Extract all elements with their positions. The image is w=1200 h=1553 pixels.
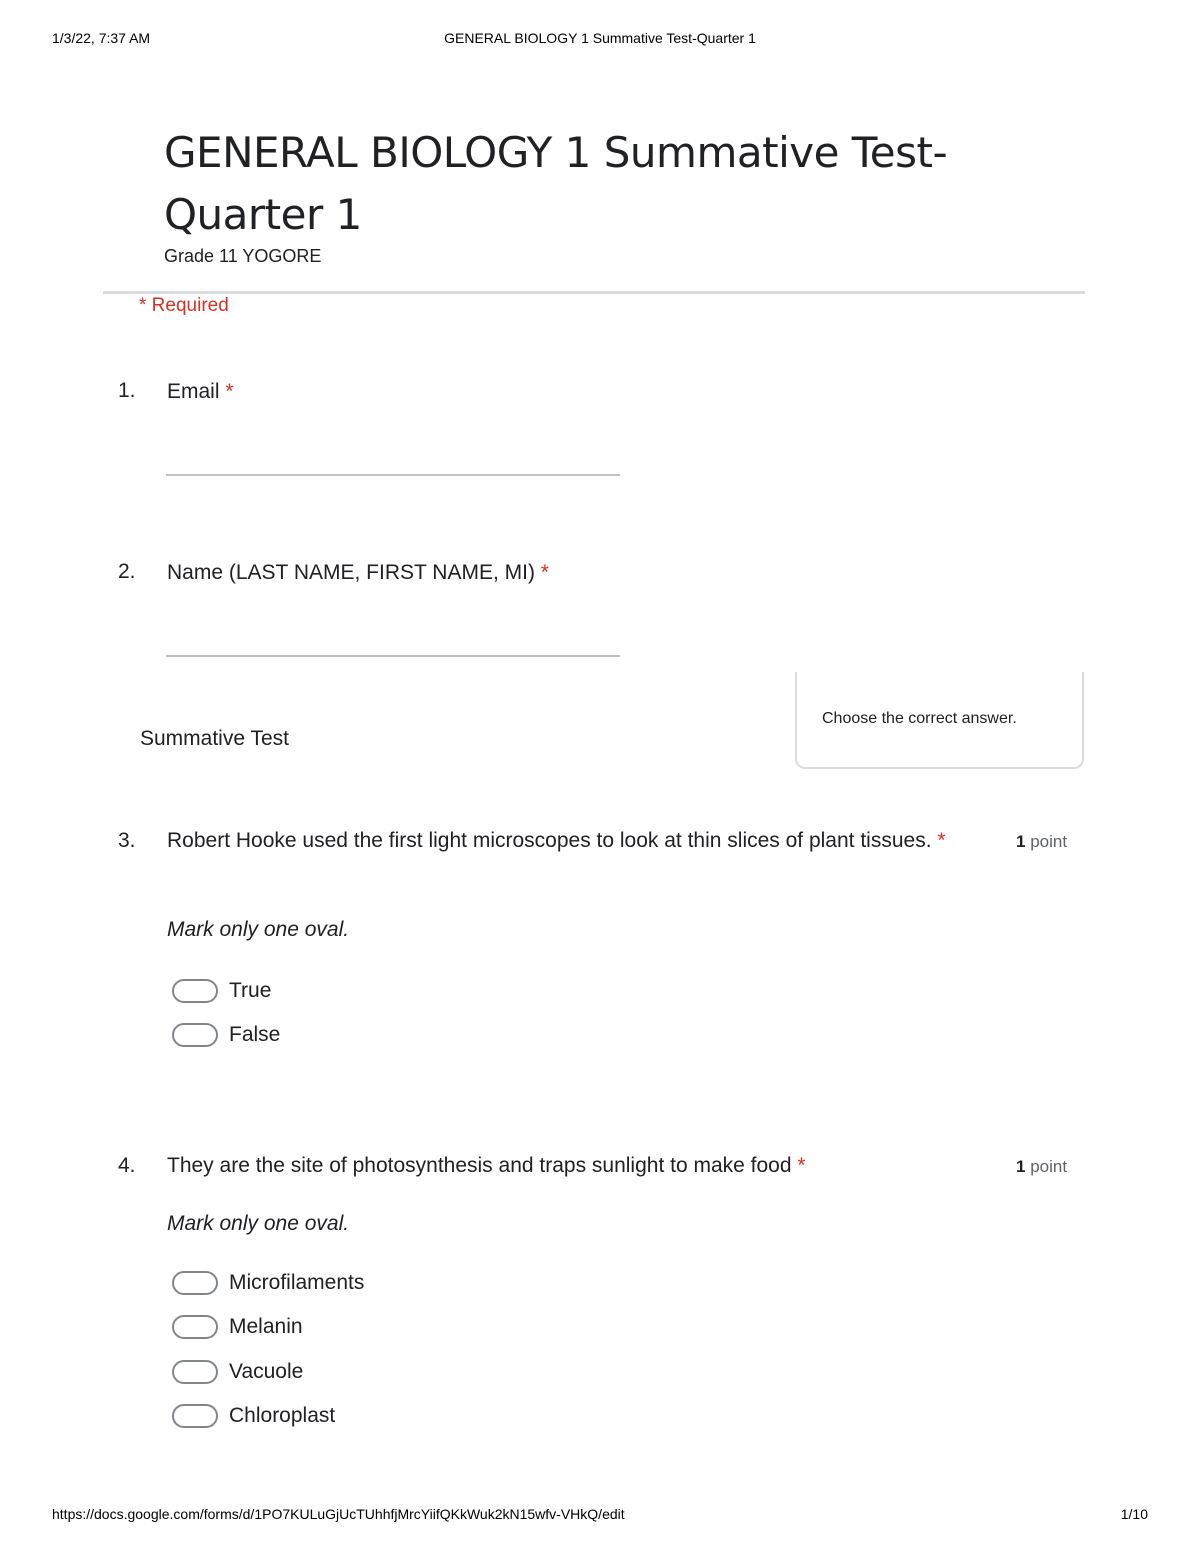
question-number: 1. xyxy=(118,379,136,402)
email-field[interactable] xyxy=(166,474,620,476)
radio-oval[interactable] xyxy=(172,1360,218,1384)
option-label: Vacuole xyxy=(229,1360,304,1383)
option-label: False xyxy=(229,1023,281,1046)
question-number: 2. xyxy=(118,560,136,583)
print-header xyxy=(0,30,1200,50)
points-label xyxy=(1016,832,1067,852)
print-date: 1/3/22, 7:37 AM xyxy=(52,30,151,46)
section-description-box xyxy=(795,672,1084,769)
question-name-label xyxy=(167,555,867,590)
points-unit: point xyxy=(1030,1157,1068,1176)
option-false[interactable] xyxy=(172,1021,572,1051)
print-footer xyxy=(0,1506,1200,1526)
header-divider xyxy=(103,291,1085,294)
radio-oval[interactable] xyxy=(172,1315,218,1339)
option-microfilaments[interactable] xyxy=(172,1269,572,1299)
required-asterisk: * xyxy=(937,829,946,852)
mark-one-hint: Mark only one oval. xyxy=(167,1212,350,1235)
mark-one-hint: Mark only one oval. xyxy=(167,918,350,941)
question-hooke-label xyxy=(167,823,987,858)
print-url: https://docs.google.com/forms/d/1PO7KULuGjUcTUhhfjMrcYiifQKkWuk2kN15wfv-VHkQ/edit xyxy=(52,1506,625,1522)
page-number: 1/10 xyxy=(1120,1506,1148,1522)
print-page-title: GENERAL BIOLOGY 1 Summative Test-Quarter 1 xyxy=(444,30,756,46)
radio-oval[interactable] xyxy=(172,1023,218,1047)
option-label: Chloroplast xyxy=(229,1404,336,1427)
option-melanin[interactable] xyxy=(172,1313,572,1343)
question-photosynthesis-label xyxy=(167,1148,987,1183)
required-asterisk: * xyxy=(540,561,549,584)
form-description: Grade 11 YOGORE xyxy=(164,246,322,266)
option-vacuole[interactable] xyxy=(172,1358,572,1388)
option-label: True xyxy=(229,979,272,1002)
name-field[interactable] xyxy=(166,655,620,657)
required-asterisk: * xyxy=(797,1154,806,1177)
option-label: Melanin xyxy=(229,1315,303,1338)
required-asterisk: * xyxy=(225,380,234,403)
question-text: Email xyxy=(167,380,220,403)
question-number: 4. xyxy=(118,1154,136,1177)
section-description: Choose the correct answer. xyxy=(822,710,1017,727)
question-email-label xyxy=(167,374,867,409)
radio-oval[interactable] xyxy=(172,979,218,1003)
option-chloroplast[interactable] xyxy=(172,1402,572,1432)
question-number: 3. xyxy=(118,829,136,852)
points-value: 1 xyxy=(1016,832,1026,851)
section-title: Summative Test xyxy=(140,727,289,750)
points-value: 1 xyxy=(1016,1157,1026,1176)
form-title: GENERAL BIOLOGY 1 Summative Test-Quarter 1 xyxy=(164,128,948,239)
option-true[interactable] xyxy=(172,977,572,1007)
question-text: They are the site of photosynthesis and traps sunlight to make food xyxy=(167,1154,792,1177)
required-note: * Required xyxy=(139,295,229,316)
points-label xyxy=(1016,1157,1067,1177)
radio-oval[interactable] xyxy=(172,1404,218,1428)
question-text: Name (LAST NAME, FIRST NAME, MI) xyxy=(167,561,535,584)
option-label: Microfilaments xyxy=(229,1271,365,1294)
question-text: Robert Hooke used the first light microscopes to look at thin slices of plant tissues. xyxy=(167,829,932,852)
radio-oval[interactable] xyxy=(172,1271,218,1295)
points-unit: point xyxy=(1030,832,1068,851)
